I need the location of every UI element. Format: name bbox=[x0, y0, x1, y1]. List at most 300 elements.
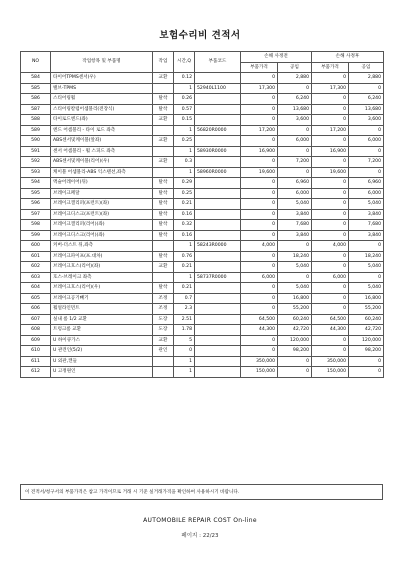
row-part-price-before: 0 bbox=[241, 157, 278, 168]
row-labor-after: 13,680 bbox=[349, 104, 384, 115]
col-header-part-price-after: 부품가격 bbox=[312, 62, 349, 73]
row-labor-after: 5,040 bbox=[349, 283, 384, 294]
disclaimer-note: 이 견적서/청구서의 부품가격은 참고 가격이므로 거래 시 기준 실거래가격을 확인하여 사용하시기 바랍니다. bbox=[20, 484, 383, 500]
table-row bbox=[21, 115, 384, 126]
header-row-top bbox=[21, 52, 384, 63]
table-row bbox=[21, 199, 384, 210]
estimate-table bbox=[20, 51, 384, 378]
row-part-price-before: 0 bbox=[241, 335, 278, 346]
row-work-type: 탈착 bbox=[153, 251, 174, 262]
row-part-code bbox=[195, 136, 241, 147]
row-part-price-after: 0 bbox=[312, 104, 349, 115]
row-labor-after: 2,880 bbox=[349, 73, 384, 84]
row-part-price-before: 0 bbox=[241, 293, 278, 304]
row-quantity: 1 bbox=[174, 125, 195, 136]
row-part-code bbox=[195, 293, 241, 304]
row-part-code bbox=[195, 94, 241, 105]
row-labor-before: 0 bbox=[278, 167, 312, 178]
row-part-price-after: 0 bbox=[312, 283, 349, 294]
row-no: 594 bbox=[21, 178, 51, 189]
row-quantity: 0 bbox=[174, 346, 195, 357]
row-part-price-before: 0 bbox=[241, 104, 278, 115]
row-no: 601 bbox=[21, 251, 51, 262]
row-work-type bbox=[153, 125, 174, 136]
row-item-name: 스티어링휠 bbox=[51, 94, 153, 105]
row-no: 592 bbox=[21, 157, 51, 168]
row-labor-after: 18,240 bbox=[349, 251, 384, 262]
row-part-price-before: 6,000 bbox=[241, 272, 278, 283]
row-work-type: 조정 bbox=[153, 304, 174, 315]
row-labor-after: 3,840 bbox=[349, 230, 384, 241]
row-labor-before: 7,680 bbox=[278, 220, 312, 231]
row-quantity: 1 bbox=[174, 83, 195, 94]
row-work-type: 교환 bbox=[153, 262, 174, 273]
row-labor-after: 55,200 bbox=[349, 304, 384, 315]
row-part-price-after: 0 bbox=[312, 209, 349, 220]
row-item-name: 센서 어셈블리 - 휠 스피드 좌측 bbox=[51, 146, 153, 157]
row-labor-after: 7,200 bbox=[349, 157, 384, 168]
row-no: 610 bbox=[21, 346, 51, 357]
row-part-code: 58737R0000 bbox=[195, 272, 241, 283]
row-part-price-before: 0 bbox=[241, 304, 278, 315]
row-part-price-after: 17,300 bbox=[312, 83, 349, 94]
row-labor-before: 98,200 bbox=[278, 346, 312, 357]
col-header-before-assessment: 손해 사정전 bbox=[241, 52, 312, 63]
row-no: 587 bbox=[21, 104, 51, 115]
table-row bbox=[21, 178, 384, 189]
row-part-price-after: 64,500 bbox=[312, 314, 349, 325]
row-labor-before: 0 bbox=[278, 356, 312, 367]
row-quantity: 0.15 bbox=[174, 115, 195, 126]
row-no: 612 bbox=[21, 367, 51, 378]
row-labor-after: 0 bbox=[349, 272, 384, 283]
row-quantity: 2.3 bbox=[174, 304, 195, 315]
table-row bbox=[21, 262, 384, 273]
row-no: 607 bbox=[21, 314, 51, 325]
row-labor-after: 6,000 bbox=[349, 136, 384, 147]
row-quantity: 0.16 bbox=[174, 230, 195, 241]
row-labor-after: 0 bbox=[349, 146, 384, 157]
table-row bbox=[21, 220, 384, 231]
row-item-name: ABS센서및케이블(리어)(우) bbox=[51, 157, 153, 168]
row-labor-after: 5,040 bbox=[349, 262, 384, 273]
table-row bbox=[21, 188, 384, 199]
row-work-type: 탈착 bbox=[153, 188, 174, 199]
row-part-price-before: 0 bbox=[241, 251, 278, 262]
row-part-price-before: 0 bbox=[241, 115, 278, 126]
row-part-price-after: 0 bbox=[312, 335, 349, 346]
row-part-code bbox=[195, 104, 241, 115]
row-part-price-after: 6,000 bbox=[312, 272, 349, 283]
row-part-price-after: 0 bbox=[312, 73, 349, 84]
row-labor-before: 16,800 bbox=[278, 293, 312, 304]
row-quantity: 0.21 bbox=[174, 262, 195, 273]
row-part-price-before: 4,000 bbox=[241, 241, 278, 252]
row-item-name: 밸브-TPMS bbox=[51, 83, 153, 94]
row-part-code bbox=[195, 314, 241, 325]
row-part-code: 56820R0000 bbox=[195, 125, 241, 136]
row-work-type: 관인 bbox=[153, 346, 174, 357]
row-work-type bbox=[153, 356, 174, 367]
row-quantity: 0.57 bbox=[174, 104, 195, 115]
row-no: 611 bbox=[21, 356, 51, 367]
row-item-name: 호스-브레이크 좌측 bbox=[51, 272, 153, 283]
row-part-price-before: 0 bbox=[241, 262, 278, 273]
row-item-name: 브레이크파이프(프.대차) bbox=[51, 251, 153, 262]
row-part-code bbox=[195, 356, 241, 367]
row-item-name: 브레이크호스(리어)(좌) bbox=[51, 262, 153, 273]
row-no: 602 bbox=[21, 262, 51, 273]
row-item-name: 브레이크페달 bbox=[51, 188, 153, 199]
row-labor-before: 55,200 bbox=[278, 304, 312, 315]
row-no: 591 bbox=[21, 146, 51, 157]
row-no: 603 bbox=[21, 272, 51, 283]
row-work-type bbox=[153, 83, 174, 94]
row-labor-before: 3,600 bbox=[278, 115, 312, 126]
row-no: 598 bbox=[21, 220, 51, 231]
row-work-type: 탈착 bbox=[153, 94, 174, 105]
row-part-code bbox=[195, 251, 241, 262]
row-part-price-after: 0 bbox=[312, 94, 349, 105]
table-row bbox=[21, 209, 384, 220]
row-item-name: U 관견인(5/2) bbox=[51, 346, 153, 357]
row-labor-before: 5,040 bbox=[278, 283, 312, 294]
row-part-code: 58243R0000 bbox=[195, 241, 241, 252]
row-labor-after: 0 bbox=[349, 241, 384, 252]
row-item-name: 스티어링칼럼어셈블리(전장식) bbox=[51, 104, 153, 115]
row-no: 589 bbox=[21, 125, 51, 136]
row-labor-after: 42,720 bbox=[349, 325, 384, 336]
col-header-qty: 시간,Q bbox=[174, 52, 195, 73]
row-part-price-after: 0 bbox=[312, 220, 349, 231]
row-part-code bbox=[195, 304, 241, 315]
row-part-price-after: 19,600 bbox=[312, 167, 349, 178]
row-quantity: 0.16 bbox=[174, 209, 195, 220]
row-labor-before: 2,880 bbox=[278, 73, 312, 84]
row-labor-after: 120,000 bbox=[349, 335, 384, 346]
row-work-type: 교환 bbox=[153, 73, 174, 84]
row-part-price-before: 17,200 bbox=[241, 125, 278, 136]
row-work-type: 탈착 bbox=[153, 178, 174, 189]
row-work-type bbox=[153, 272, 174, 283]
row-quantity: 0.25 bbox=[174, 188, 195, 199]
row-part-price-after: 0 bbox=[312, 346, 349, 357]
table-row bbox=[21, 230, 384, 241]
row-no: 588 bbox=[21, 115, 51, 126]
row-part-price-before: 0 bbox=[241, 346, 278, 357]
table-row bbox=[21, 157, 384, 168]
row-work-type: 교환 bbox=[153, 115, 174, 126]
row-item-name: 브레이크캘리퍼(프런트)(좌) bbox=[51, 199, 153, 210]
row-no: 593 bbox=[21, 167, 51, 178]
row-part-price-before: 0 bbox=[241, 230, 278, 241]
row-no: 584 bbox=[21, 73, 51, 84]
row-labor-after: 0 bbox=[349, 167, 384, 178]
row-part-price-after: 0 bbox=[312, 293, 349, 304]
row-part-code bbox=[195, 346, 241, 357]
row-part-code bbox=[195, 178, 241, 189]
row-part-price-before: 0 bbox=[241, 188, 278, 199]
row-part-price-after: 16,900 bbox=[312, 146, 349, 157]
col-header-labor-after: 공임 bbox=[349, 62, 384, 73]
row-quantity: 0.21 bbox=[174, 199, 195, 210]
row-labor-after: 16,800 bbox=[349, 293, 384, 304]
row-labor-before: 0 bbox=[278, 241, 312, 252]
row-no: 596 bbox=[21, 199, 51, 210]
row-part-price-before: 44,300 bbox=[241, 325, 278, 336]
table-row bbox=[21, 283, 384, 294]
row-work-type: 탈착 bbox=[153, 199, 174, 210]
table-row bbox=[21, 272, 384, 283]
row-item-name: 타이어TPMS센서(우) bbox=[51, 73, 153, 84]
row-no: 599 bbox=[21, 230, 51, 241]
row-no: 606 bbox=[21, 304, 51, 315]
row-item-name: 커버-더스트 뒤,좌측 bbox=[51, 241, 153, 252]
row-part-code bbox=[195, 209, 241, 220]
row-no: 604 bbox=[21, 283, 51, 294]
row-part-price-after: 150,000 bbox=[312, 367, 349, 378]
row-part-price-after: 0 bbox=[312, 199, 349, 210]
table-row bbox=[21, 335, 384, 346]
row-work-type: 탈착 bbox=[153, 220, 174, 231]
row-part-price-before: 150,000 bbox=[241, 367, 278, 378]
document-title: 보험수리비 견적서 bbox=[159, 30, 241, 41]
table-row bbox=[21, 304, 384, 315]
col-header-labor-before: 공임 bbox=[278, 62, 312, 73]
row-work-type bbox=[153, 241, 174, 252]
row-work-type: 교환 bbox=[153, 335, 174, 346]
table-row bbox=[21, 367, 384, 378]
row-part-code bbox=[195, 335, 241, 346]
row-labor-before: 7,200 bbox=[278, 157, 312, 168]
row-part-price-before: 0 bbox=[241, 220, 278, 231]
row-part-price-before: 0 bbox=[241, 283, 278, 294]
row-part-code bbox=[195, 325, 241, 336]
row-labor-before: 6,000 bbox=[278, 136, 312, 147]
row-item-name: 액슬어레이어(뒤) bbox=[51, 178, 153, 189]
row-labor-before: 120,000 bbox=[278, 335, 312, 346]
row-item-name: ABS센서및케이블(앞좌) bbox=[51, 136, 153, 147]
table-row bbox=[21, 251, 384, 262]
row-item-name: 실내 룸 1/2 교환 bbox=[51, 314, 153, 325]
col-header-name: 작업항목 및 부품명 bbox=[51, 52, 153, 73]
row-part-code bbox=[195, 367, 241, 378]
table-row bbox=[21, 94, 384, 105]
row-no: 600 bbox=[21, 241, 51, 252]
row-quantity: 0.26 bbox=[174, 94, 195, 105]
row-part-price-after: 0 bbox=[312, 178, 349, 189]
row-quantity: 0.12 bbox=[174, 73, 195, 84]
row-part-price-before: 350,000 bbox=[241, 356, 278, 367]
row-labor-after: 98,200 bbox=[349, 346, 384, 357]
row-quantity: 1 bbox=[174, 356, 195, 367]
row-labor-before: 0 bbox=[278, 83, 312, 94]
row-quantity: 1 bbox=[174, 167, 195, 178]
row-item-name: U 외관,캔들 bbox=[51, 356, 153, 367]
row-item-name: 브레이크디스크(리어)(좌) bbox=[51, 230, 153, 241]
row-item-name: 휠얼라인먼트 bbox=[51, 304, 153, 315]
row-quantity: 0.21 bbox=[174, 283, 195, 294]
row-item-name: 브레이크캘리퍼(리어)(좌) bbox=[51, 220, 153, 231]
table-row bbox=[21, 356, 384, 367]
row-work-type: 도장 bbox=[153, 325, 174, 336]
footer-service-name: AUTOMOBILE REPAIR COST On-line bbox=[143, 517, 257, 524]
row-labor-after: 0 bbox=[349, 356, 384, 367]
row-labor-before: 6,240 bbox=[278, 94, 312, 105]
row-labor-before: 18,240 bbox=[278, 251, 312, 262]
row-item-name: 케이블 어셈블리-ABS 익스텐션,좌측 bbox=[51, 167, 153, 178]
row-no: 595 bbox=[21, 188, 51, 199]
row-part-code bbox=[195, 262, 241, 273]
col-header-work: 작업 bbox=[153, 52, 174, 73]
row-part-code: 58960R0000 bbox=[195, 167, 241, 178]
row-no: 608 bbox=[21, 325, 51, 336]
row-quantity: 1 bbox=[174, 367, 195, 378]
row-labor-after: 6,000 bbox=[349, 188, 384, 199]
row-quantity: 1.78 bbox=[174, 325, 195, 336]
row-labor-after: 6,240 bbox=[349, 94, 384, 105]
row-quantity: 0.76 bbox=[174, 251, 195, 262]
row-labor-before: 6,000 bbox=[278, 188, 312, 199]
row-labor-before: 60,240 bbox=[278, 314, 312, 325]
table-row bbox=[21, 314, 384, 325]
row-part-code bbox=[195, 199, 241, 210]
row-quantity: 1 bbox=[174, 272, 195, 283]
row-part-code bbox=[195, 73, 241, 84]
row-part-code: 52940L1100 bbox=[195, 83, 241, 94]
row-no: 605 bbox=[21, 293, 51, 304]
row-part-code bbox=[195, 230, 241, 241]
row-work-type: 교환 bbox=[153, 157, 174, 168]
row-part-price-before: 64,500 bbox=[241, 314, 278, 325]
row-no: 590 bbox=[21, 136, 51, 147]
col-header-part-price-before: 부품가격 bbox=[241, 62, 278, 73]
row-labor-before: 42,720 bbox=[278, 325, 312, 336]
row-work-type bbox=[153, 146, 174, 157]
table-row bbox=[21, 293, 384, 304]
row-quantity: 0.7 bbox=[174, 293, 195, 304]
row-labor-before: 3,840 bbox=[278, 209, 312, 220]
row-part-code bbox=[195, 283, 241, 294]
row-part-code bbox=[195, 188, 241, 199]
row-part-price-after: 0 bbox=[312, 262, 349, 273]
row-labor-after: 0 bbox=[349, 83, 384, 94]
row-part-price-before: 17,300 bbox=[241, 83, 278, 94]
row-part-price-after: 17,200 bbox=[312, 125, 349, 136]
row-work-type bbox=[153, 167, 174, 178]
row-quantity: 5 bbox=[174, 335, 195, 346]
row-work-type bbox=[153, 367, 174, 378]
row-part-price-before: 0 bbox=[241, 209, 278, 220]
row-quantity: 1 bbox=[174, 241, 195, 252]
row-work-type: 탈착 bbox=[153, 230, 174, 241]
row-labor-before: 3,840 bbox=[278, 230, 312, 241]
table-row bbox=[21, 104, 384, 115]
table-row bbox=[21, 83, 384, 94]
row-item-name: 엔드 어셈블리 - 타이 로드 좌측 bbox=[51, 125, 153, 136]
row-part-price-after: 0 bbox=[312, 157, 349, 168]
row-no: 609 bbox=[21, 335, 51, 346]
row-quantity: 0.3 bbox=[174, 157, 195, 168]
row-quantity: 1 bbox=[174, 146, 195, 157]
row-part-code bbox=[195, 220, 241, 231]
row-labor-before: 0 bbox=[278, 272, 312, 283]
row-work-type: 탈착 bbox=[153, 209, 174, 220]
row-item-name: U 고정원인 bbox=[51, 367, 153, 378]
row-part-price-after: 0 bbox=[312, 251, 349, 262]
row-no: 585 bbox=[21, 83, 51, 94]
row-part-price-after: 0 bbox=[312, 188, 349, 199]
col-header-code: 부품코드 bbox=[195, 52, 241, 73]
row-quantity: 2.51 bbox=[174, 314, 195, 325]
col-header-after-assessment: 손해 사정후 bbox=[312, 52, 384, 63]
table-row bbox=[21, 136, 384, 147]
row-part-price-before: 0 bbox=[241, 94, 278, 105]
row-labor-before: 0 bbox=[278, 125, 312, 136]
row-item-name: 타이로드엔드(좌) bbox=[51, 115, 153, 126]
row-part-code bbox=[195, 115, 241, 126]
row-part-price-after: 350,000 bbox=[312, 356, 349, 367]
row-labor-after: 0 bbox=[349, 125, 384, 136]
row-item-name: U 하이큐가스 bbox=[51, 335, 153, 346]
row-part-price-after: 0 bbox=[312, 304, 349, 315]
row-labor-before: 0 bbox=[278, 367, 312, 378]
row-labor-before: 5,040 bbox=[278, 262, 312, 273]
row-labor-after: 0 bbox=[349, 367, 384, 378]
row-part-price-after: 0 bbox=[312, 115, 349, 126]
row-item-name: 브레이크공기빼기 bbox=[51, 293, 153, 304]
row-quantity: 0.25 bbox=[174, 136, 195, 147]
row-labor-before: 6,960 bbox=[278, 178, 312, 189]
row-part-price-after: 4,000 bbox=[312, 241, 349, 252]
row-work-type: 조정 bbox=[153, 293, 174, 304]
table-row bbox=[21, 346, 384, 357]
row-part-price-after: 0 bbox=[312, 136, 349, 147]
row-part-price-before: 19,600 bbox=[241, 167, 278, 178]
row-labor-before: 5,040 bbox=[278, 199, 312, 210]
row-work-type: 탈착 bbox=[153, 104, 174, 115]
row-work-type: 교환 bbox=[153, 136, 174, 147]
row-labor-after: 7,680 bbox=[349, 220, 384, 231]
row-quantity: 0.29 bbox=[174, 178, 195, 189]
row-labor-before: 0 bbox=[278, 146, 312, 157]
row-part-price-after: 44,300 bbox=[312, 325, 349, 336]
row-part-code: 58930R0000 bbox=[195, 146, 241, 157]
row-part-price-before: 0 bbox=[241, 136, 278, 147]
row-item-name: 브레이크디스크(프런트)(좌) bbox=[51, 209, 153, 220]
row-no: 586 bbox=[21, 94, 51, 105]
row-part-price-before: 0 bbox=[241, 199, 278, 210]
row-labor-after: 5,040 bbox=[349, 199, 384, 210]
row-labor-after: 6,960 bbox=[349, 178, 384, 189]
row-part-code bbox=[195, 157, 241, 168]
table-row bbox=[21, 125, 384, 136]
estimate-rows bbox=[21, 73, 384, 378]
table-row bbox=[21, 146, 384, 157]
row-labor-after: 60,240 bbox=[349, 314, 384, 325]
page-number: 페이지 : 22/23 bbox=[181, 533, 219, 539]
table-row bbox=[21, 325, 384, 336]
row-part-price-before: 16,900 bbox=[241, 146, 278, 157]
row-item-name: 브레이크호스(리어)(우) bbox=[51, 283, 153, 294]
row-labor-before: 13,680 bbox=[278, 104, 312, 115]
row-labor-after: 3,840 bbox=[349, 209, 384, 220]
row-part-price-before: 0 bbox=[241, 73, 278, 84]
row-quantity: 0.32 bbox=[174, 220, 195, 231]
row-labor-after: 3,600 bbox=[349, 115, 384, 126]
row-item-name: 트렁크룸 교환 bbox=[51, 325, 153, 336]
row-part-price-before: 0 bbox=[241, 178, 278, 189]
